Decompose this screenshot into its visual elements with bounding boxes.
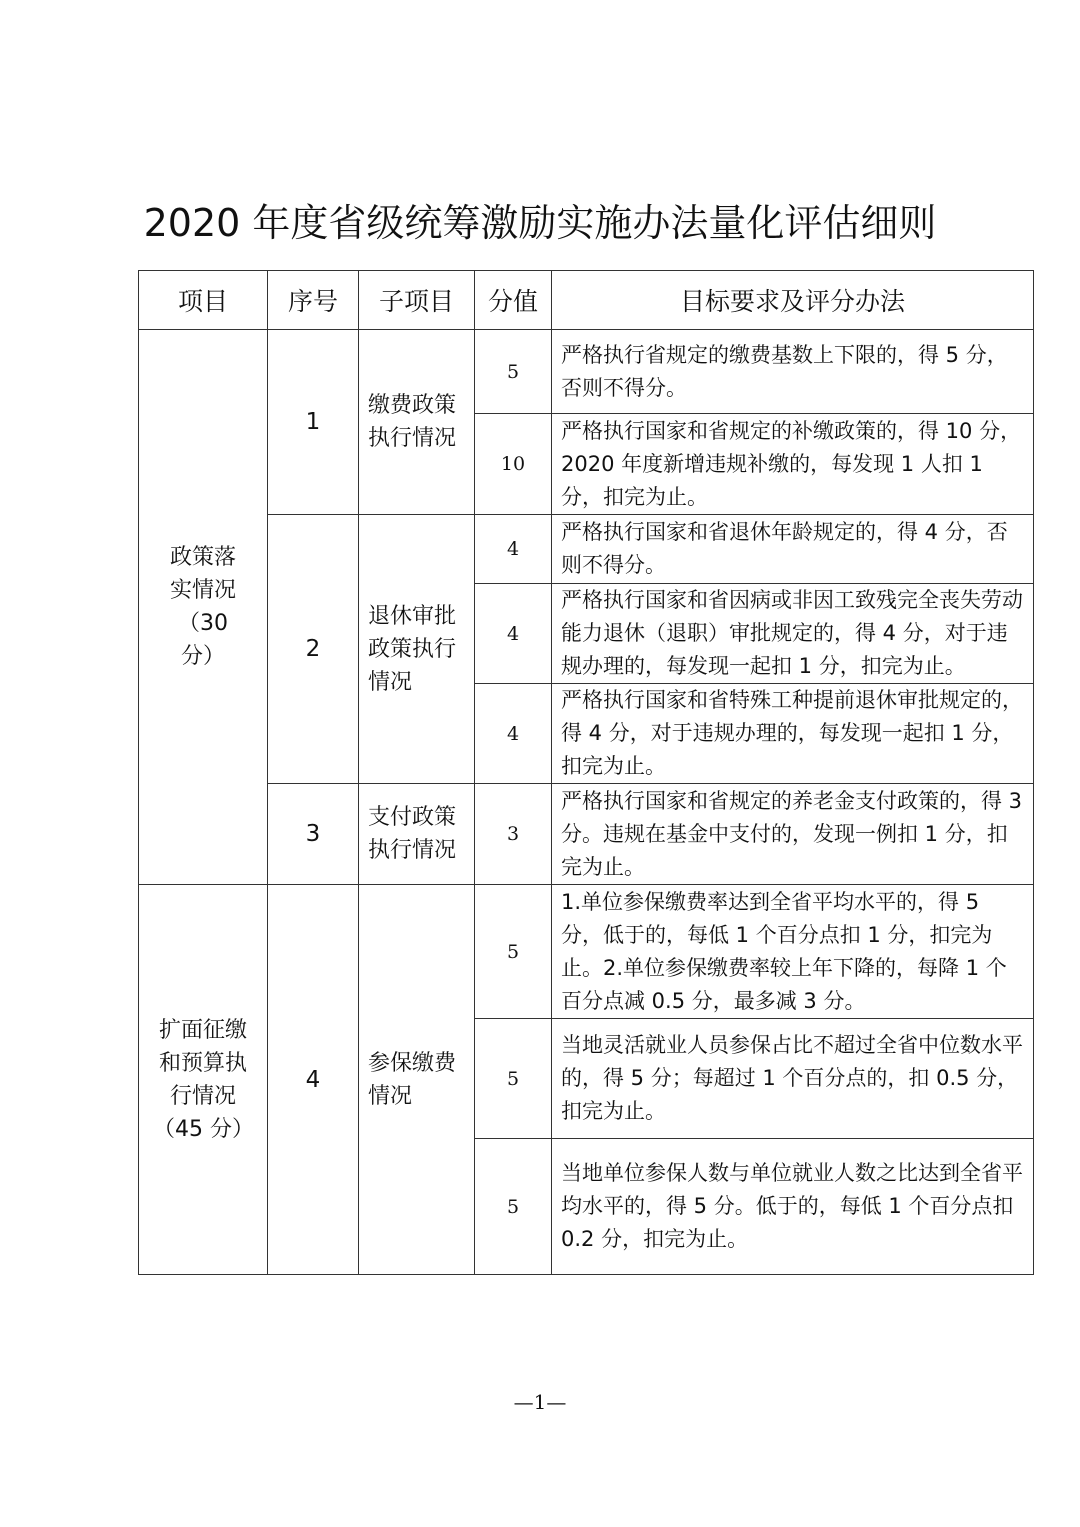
header-seq: 序号 [268, 271, 359, 330]
seq-cell: 4 [268, 885, 359, 1275]
subitem-text: 参保缴费情况 [368, 1050, 457, 1109]
seq-cell: 1 [268, 330, 359, 515]
table-row [139, 784, 1034, 885]
requirement-cell: 严格执行国家和省因病或非因工致残完全丧失劳动能力退休（退职）审批规定的，得 4 分，对于违规办理的，每发现一起扣 1 分，扣完为止。 [552, 584, 1034, 684]
requirement-cell: 严格执行国家和省规定的补缴政策的，得 10 分，2020 年度新增违规补缴的，每发现 1 人扣 1 分，扣完为止。 [552, 414, 1034, 515]
requirement-cell: 严格执行国家和省退休年龄规定的，得 4 分，否则不得分。 [552, 515, 1034, 584]
score-cell: 3 [475, 784, 552, 885]
category-text: 扩面征缴和预算执行情况（45 分） [153, 1017, 254, 1142]
category-text: 政策落实情况（30 分） [169, 545, 236, 669]
requirement-cell: 严格执行省规定的缴费基数上下限的，得 5 分，否则不得分。 [552, 330, 1034, 414]
subitem-text: 缴费政策执行情况 [368, 393, 457, 451]
table-row [139, 330, 1034, 414]
score-cell: 5 [475, 1019, 552, 1139]
score-cell: 5 [475, 885, 552, 1019]
score-cell: 5 [475, 330, 552, 414]
requirement-cell: 当地灵活就业人员参保占比不超过全省中位数水平的，得 5 分；每超过 1 个百分点的，扣 0.5 分，扣完为止。 [552, 1019, 1034, 1139]
subitem-cell [359, 330, 475, 515]
score-cell: 10 [475, 414, 552, 515]
subitem-text: 支付政策执行情况 [368, 805, 457, 863]
header-category: 项目 [139, 271, 268, 330]
score-cell: 4 [475, 684, 552, 784]
seq-cell: 3 [268, 784, 359, 885]
evaluation-table [138, 270, 1034, 1275]
header-requirement: 目标要求及评分办法 [552, 271, 1034, 330]
score-cell: 4 [475, 515, 552, 584]
table-row [139, 885, 1034, 1019]
subitem-cell [359, 515, 475, 784]
subitem-text: 退休审批政策执行情况 [368, 603, 457, 695]
requirement-cell: 严格执行国家和省规定的养老金支付政策的，得 3 分。违规在基金中支付的，发现一例扣 1 分，扣完为止。 [552, 784, 1034, 885]
document-title: 2020 年度省级统筹激励实施办法量化评估细则 [143, 201, 937, 245]
score-cell: 5 [475, 1139, 552, 1275]
category-cell [139, 885, 268, 1275]
category-cell [139, 330, 268, 885]
requirement-cell: 严格执行国家和省特殊工种提前退休审批规定的，得 4 分，对于违规办理的，每发现一起扣 1 分，扣完为止。 [552, 684, 1034, 784]
seq-cell: 2 [268, 515, 359, 784]
requirement-cell: 当地单位参保人数与单位就业人数之比达到全省平均水平的，得 5 分。低于的，每低 1 个百分点扣 0.2 分，扣完为止。 [552, 1139, 1034, 1275]
table-row [139, 515, 1034, 584]
header-score: 分值 [475, 271, 552, 330]
header-subitem: 子项目 [359, 271, 475, 330]
page-number: —1— [513, 1390, 567, 1414]
subitem-cell [359, 885, 475, 1275]
subitem-cell [359, 784, 475, 885]
table-header-row [139, 271, 1034, 330]
requirement-cell: 1.单位参保缴费率达到全省平均水平的，得 5 分，低于的，每低 1 个百分点扣 1 分，扣完为止。2.单位参保缴费率较上年下降的，每降 1 个百分点减 0.5 分，最多减 3 分。 [552, 885, 1034, 1019]
score-cell: 4 [475, 584, 552, 684]
